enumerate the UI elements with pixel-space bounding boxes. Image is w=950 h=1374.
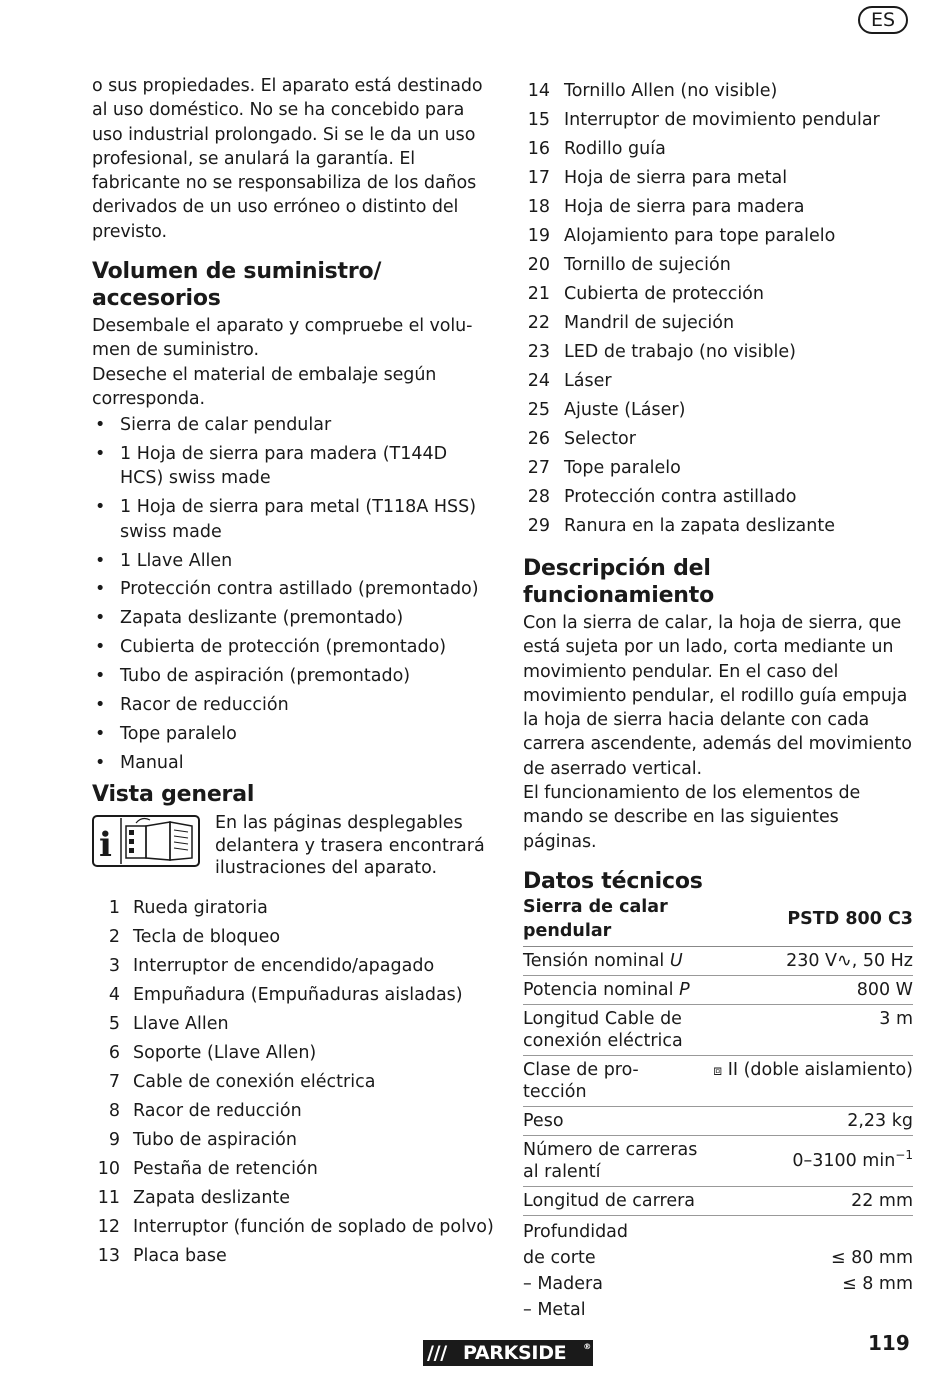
suministro-title-line1: Volumen de suministro/ — [92, 259, 382, 285]
part-number: 21 — [527, 284, 550, 304]
bullet-item — [92, 751, 492, 775]
part-name: Rueda giratoria — [133, 898, 268, 919]
specs-table — [523, 895, 913, 1326]
part-item — [523, 309, 915, 338]
bullet-text: 1 Llave Allen — [120, 550, 233, 571]
part-item — [92, 1039, 492, 1068]
part-number: 7 — [108, 1072, 120, 1093]
spec-label: Número de carreras al ralentí — [523, 1135, 713, 1186]
part-name: Empuñadura (Empuñaduras aisladas) — [133, 985, 463, 1006]
part-item — [523, 280, 915, 309]
parkside-logo — [423, 1340, 593, 1366]
part-item — [523, 512, 915, 541]
part-name: Hoja de sierra para madera — [564, 197, 805, 217]
part-name: Tope paralelo — [564, 458, 681, 478]
part-item — [523, 251, 915, 280]
part-name: Placa base — [133, 1246, 227, 1267]
part-item — [92, 1010, 492, 1039]
part-item — [523, 164, 915, 193]
spec-label: Profundidad de corte – Madera – Metal — [523, 1221, 629, 1320]
part-name: Cubierta de protección — [564, 284, 764, 304]
spec-value: 230 V∿, 50 Hz — [713, 946, 913, 975]
bullet-item — [92, 442, 492, 491]
bullet-item — [92, 413, 492, 437]
part-item — [92, 1184, 492, 1213]
section-title-descripcion — [523, 555, 915, 609]
spec-label: Peso — [523, 1106, 713, 1135]
part-name: Zapata deslizante — [133, 1188, 291, 1209]
bullet-text: Cubierta de protección (premontado) — [120, 637, 447, 658]
desc-paragraph-2: El funcionamiento de los elementos de mando se describe en las siguientes páginas. — [523, 783, 861, 852]
part-number: 16 — [527, 139, 550, 159]
spec-row — [523, 946, 913, 975]
spec-label: Tensión nominal U — [523, 946, 713, 975]
spec-row — [523, 1186, 913, 1215]
right-column — [523, 77, 915, 1326]
part-item — [92, 923, 492, 952]
spec-label: Longitud Cable de conexión eléctrica — [523, 1004, 713, 1055]
spec-value: ≤ 80 mm ≤ 8 mm — [830, 1247, 913, 1294]
info-text: En las páginas desplegables delantera y trasera encontrará ilustraciones del aparato. — [215, 813, 485, 879]
part-number: 26 — [527, 429, 550, 449]
part-number: 5 — [108, 1014, 120, 1035]
part-number: 15 — [527, 110, 550, 130]
logo-registered: ® — [583, 1342, 591, 1351]
part-name: Láser — [564, 371, 612, 391]
part-name: Soporte (Llave Allen) — [133, 1043, 317, 1064]
part-item — [92, 1155, 492, 1184]
part-number: 19 — [527, 226, 550, 246]
part-item — [92, 1126, 492, 1155]
part-number: 9 — [108, 1130, 120, 1151]
part-number: 2 — [108, 927, 120, 948]
part-name: Interruptor de movimiento pendular — [564, 110, 880, 130]
bullet-item — [92, 693, 492, 717]
part-item — [92, 952, 492, 981]
spec-row — [523, 1106, 913, 1135]
bullet-dot: • — [95, 579, 106, 600]
part-item — [523, 77, 915, 106]
parts-list-left — [92, 894, 492, 1271]
spec-label: Potencia nominal P — [523, 975, 713, 1004]
part-name: LED de trabajo (no visible) — [564, 342, 796, 362]
logo-text: PARKSIDE — [463, 1342, 567, 1364]
bullet-dot: • — [95, 497, 106, 518]
part-item — [523, 425, 915, 454]
part-item — [92, 981, 492, 1010]
part-name: Tecla de bloqueo — [133, 927, 281, 948]
part-number: 29 — [527, 516, 550, 536]
part-number: 3 — [108, 956, 120, 977]
part-name: Ranura en la zapata deslizante — [564, 516, 835, 536]
spec-value: 800 W — [713, 975, 913, 1004]
part-name: Cable de conexión eléctrica — [133, 1072, 376, 1093]
suministro-paragraph-1: Desembale el aparato y compruebe el volumen de suministro. — [92, 316, 473, 361]
language-badge: ES — [858, 6, 908, 34]
spec-label: Clase de protección — [523, 1055, 713, 1106]
part-item — [523, 135, 915, 164]
specs-header-label: Sierra de calar pendular — [523, 895, 713, 947]
bullet-text: Tubo de aspiración (premontado) — [120, 666, 411, 687]
spec-row — [523, 975, 913, 1004]
bullet-text: Zapata deslizante (premontado) — [120, 608, 404, 629]
part-number: 24 — [527, 371, 550, 391]
specs-header-row — [523, 895, 913, 947]
left-column — [92, 72, 492, 1271]
suministro-list — [92, 413, 492, 775]
part-item — [523, 106, 915, 135]
bullet-dot: • — [95, 550, 106, 571]
part-name: Pestaña de retención — [133, 1159, 318, 1180]
bullet-dot: • — [95, 694, 106, 715]
bullet-item — [92, 664, 492, 688]
part-number: 22 — [527, 313, 550, 333]
part-number: 14 — [527, 81, 550, 101]
part-item — [523, 367, 915, 396]
part-name: Protección contra astillado — [564, 487, 797, 507]
part-name: Mandril de sujeción — [564, 313, 735, 333]
page-number: 119 — [868, 1331, 910, 1355]
part-item — [92, 1097, 492, 1126]
bullet-dot: • — [95, 723, 106, 744]
section-title-vista: Vista general — [92, 782, 255, 808]
spec-row — [523, 1055, 913, 1106]
part-number: 1 — [108, 898, 120, 919]
spec-row — [523, 1135, 913, 1186]
part-number: 17 — [527, 168, 550, 188]
desc-title-line2: funcionamiento — [523, 583, 714, 608]
part-name: Racor de reducción — [133, 1101, 302, 1122]
bullet-item — [92, 549, 492, 573]
bullet-text: Protección contra astillado (premontado) — [120, 579, 479, 600]
part-name: Selector — [564, 429, 636, 449]
spec-value: 0–3100 $\min^{-1}$ — [713, 1135, 913, 1186]
bullet-text: Racor de reducción — [120, 694, 289, 715]
spec-value: 22 mm — [713, 1186, 913, 1215]
part-number: 28 — [527, 487, 550, 507]
part-item — [523, 338, 915, 367]
spec-value: ⧈ II (doble aislamiento) — [713, 1055, 913, 1106]
part-number: 12 — [97, 1217, 120, 1238]
desc-title-line1: Descripción del — [523, 556, 711, 581]
bullet-text: Tope paralelo — [120, 723, 237, 744]
part-number: 18 — [527, 197, 550, 217]
bullet-text: Sierra de calar pendular — [120, 415, 332, 436]
part-item — [92, 1068, 492, 1097]
bullet-dot: • — [95, 444, 106, 465]
info-box — [92, 812, 492, 884]
part-number: 13 — [97, 1246, 120, 1267]
bullet-text: Manual — [120, 752, 184, 773]
bullet-dot: • — [95, 415, 106, 436]
spec-row — [523, 1004, 913, 1055]
section-title-datos: Datos técnicos — [523, 868, 703, 894]
part-name: Llave Allen — [133, 1014, 229, 1035]
part-number: 6 — [108, 1043, 120, 1064]
section-title-suministro — [92, 258, 492, 312]
bullet-item — [92, 495, 492, 544]
part-number: 8 — [108, 1101, 120, 1122]
part-item — [523, 222, 915, 251]
suministro-title-line2: accesorios — [92, 286, 221, 312]
part-number: 11 — [97, 1188, 120, 1209]
intro-paragraph: o sus propiedades. El aparato está destinado al uso doméstico. No se ha concebido para uso industrial prolongado. Si se le da un uso profesional, se anulará la garantía. El fabricante no se responsabiliza de los daños derivados de un uso erróneo o distinto del previsto. — [92, 76, 483, 242]
bullet-item — [92, 635, 492, 659]
part-name: Interruptor (función de soplado de polvo) — [133, 1217, 494, 1238]
part-item — [523, 396, 915, 425]
part-name: Tornillo de sujeción — [564, 255, 731, 275]
part-number: 23 — [527, 342, 550, 362]
bullet-item — [92, 606, 492, 630]
part-item — [92, 1213, 492, 1242]
part-item — [92, 894, 492, 923]
parts-list-right — [523, 77, 915, 541]
part-name: Tubo de aspiración — [133, 1130, 297, 1151]
logo-slashes: /// — [427, 1342, 447, 1364]
part-name: Tornillo Allen (no visible) — [564, 81, 778, 101]
part-name: Alojamiento para tope paralelo — [564, 226, 836, 246]
part-name: Rodillo guía — [564, 139, 666, 159]
bullet-dot: • — [95, 666, 106, 687]
specs-header-model: PSTD 800 C3 — [713, 895, 913, 947]
spec-value: 3 m — [713, 1004, 913, 1055]
part-item — [92, 1242, 492, 1271]
spec-row — [523, 1215, 913, 1326]
suministro-paragraph-2: Deseche el material de embalaje según corresponda. — [92, 364, 437, 409]
part-number: 27 — [527, 458, 550, 478]
svg-text:i: i — [99, 825, 112, 866]
desc-paragraph-1: Con la sierra de calar, la hoja de sierra, que está sujeta por un lado, corta mediante un movimiento pendular. En el caso del movimiento pendular, el rodillo guía empuja la hoja de sierra hacia delante con cada carrera ascendente, además del movimiento de aserrado vertical. — [523, 613, 912, 779]
part-item — [523, 193, 915, 222]
fold-out-pages-icon — [92, 814, 200, 868]
part-number: 20 — [527, 255, 550, 275]
part-item — [523, 454, 915, 483]
part-number: 4 — [108, 985, 120, 1006]
bullet-text: 1 Hoja de sierra para madera (T144D HCS) swiss made — [120, 444, 448, 489]
bullet-item — [92, 722, 492, 746]
part-name: Hoja de sierra para metal — [564, 168, 788, 188]
part-number: 10 — [97, 1159, 120, 1180]
protection-class-symbol: ⧈ — [713, 1062, 723, 1079]
spec-label: Longitud de carrera — [523, 1186, 713, 1215]
spec-value: 2,23 kg — [713, 1106, 913, 1135]
bullet-dot: • — [95, 608, 106, 629]
part-item — [523, 483, 915, 512]
bullet-dot: • — [95, 637, 106, 658]
part-name: Ajuste (Láser) — [564, 400, 686, 420]
bullet-text: 1 Hoja de sierra para metal (T118A HSS) swiss made — [120, 497, 477, 542]
bullet-item — [92, 577, 492, 601]
part-name: Interruptor de encendido/apagado — [133, 956, 435, 977]
bullet-dot: • — [95, 752, 106, 773]
part-number: 25 — [527, 400, 550, 420]
